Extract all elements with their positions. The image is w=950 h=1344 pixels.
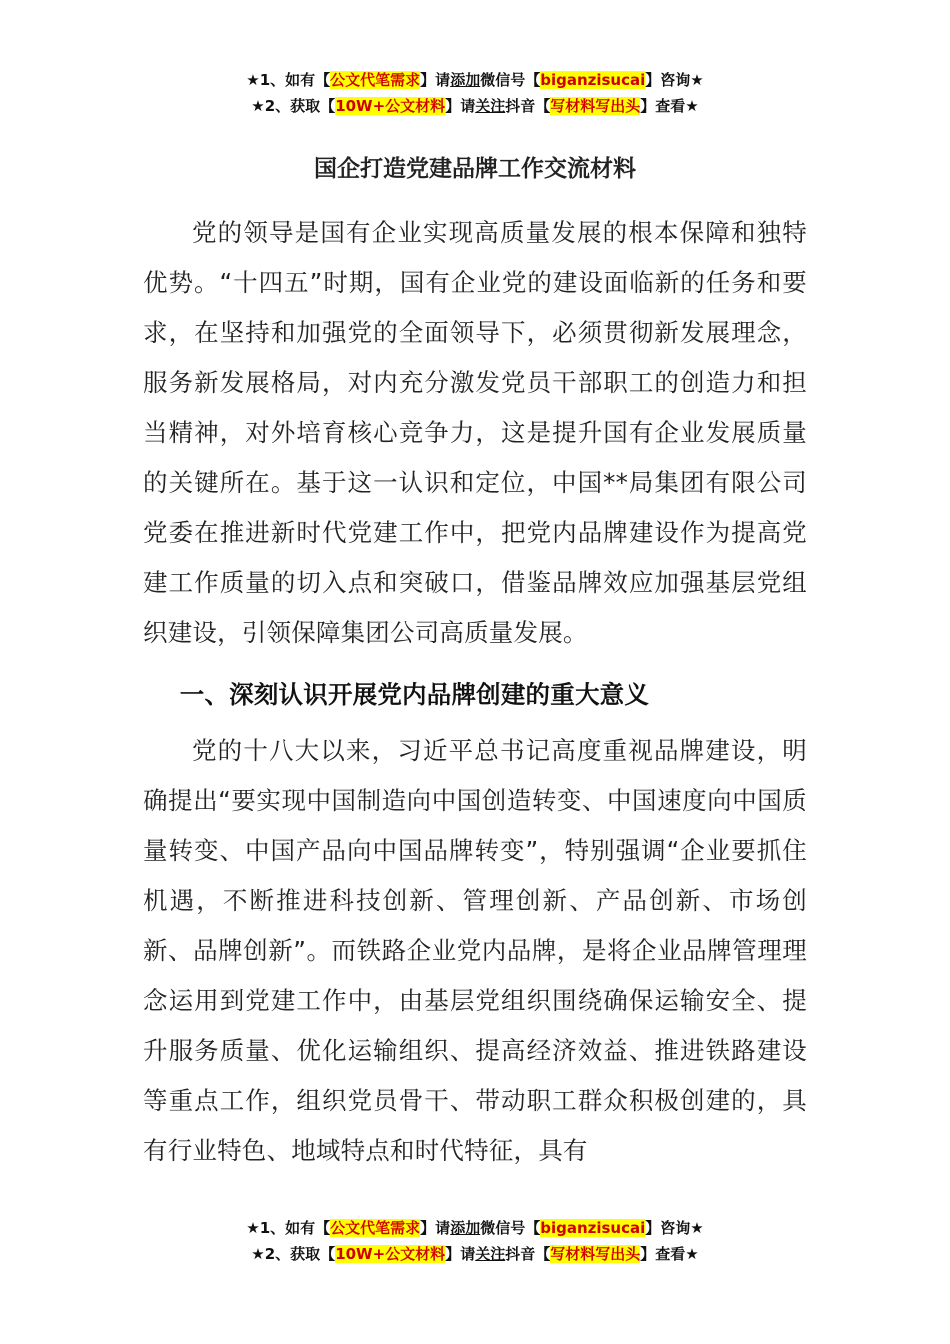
banner-line-2: ★2、获取【10W+公文材料】请关注抖音【写材料写出头】查看★	[251, 1245, 699, 1263]
banner-line-1: ★1、如有【公文代笔需求】请添加微信号【biganzisucai】咨询★	[246, 1219, 704, 1237]
footer-banner	[0, 1215, 950, 1267]
highlight-wechat-id: biganzisucai	[540, 1219, 646, 1237]
banner-line-1: ★1、如有【公文代笔需求】请添加微信号【biganzisucai】咨询★	[246, 71, 704, 89]
document-body	[143, 208, 807, 1176]
header-banner	[0, 67, 950, 119]
highlight-service: 公文代笔需求	[330, 71, 421, 89]
paragraph-section-1: 党的十八大以来，习近平总书记高度重视品牌建设，明确提出“要实现中国制造向中国创造转变、中国速度向中国质量转变、中国产品向中国品牌转变”，特别强调“企业要抓住机遇，不断推进科技创新、管理创新、产品创新、市场创新、品牌创新”。而铁路企业党内品牌，是将企业品牌管理理念运用到党建工作中，由基层党组织围绕确保运输安全、提升服务质量、优化运输组织、提高经济效益、推进铁路建设等重点工作，组织党员骨干、带动职工群众积极创建的，具有行业特色、地域特点和时代特征，具有	[143, 736, 807, 1165]
highlight-materials: 10W+公文材料	[335, 1245, 446, 1263]
highlight-service: 公文代笔需求	[330, 1219, 421, 1237]
highlight-douyin-id: 写材料写出头	[550, 1245, 641, 1263]
highlight-materials: 10W+公文材料	[335, 97, 446, 115]
highlight-douyin-id: 写材料写出头	[550, 97, 641, 115]
banner-line-2: ★2、获取【10W+公文材料】请关注抖音【写材料写出头】查看★	[251, 97, 699, 115]
highlight-wechat-id: biganzisucai	[540, 71, 646, 89]
section-heading-1: 一、深刻认识开展党内品牌创建的重大意义	[179, 680, 650, 709]
paragraph-intro: 党的领导是国有企业实现高质量发展的根本保障和独特优势。“十四五”时期，国有企业党的建设面临新的任务和要求，在坚持和加强党的全面领导下，必须贯彻新发展理念，服务新发展格局，对内充分激发党员干部职工的创造力和担当精神，对外培育核心竞争力，这是提升国有企业发展质量的关键所在。基于这一认识和定位，中国**局集团有限公司党委在推进新时代党建工作中，把党内品牌建设作为提高党建工作质量的切入点和突破口，借鉴品牌效应加强基层党组织建设，引领保障集团公司高质量发展。	[143, 218, 807, 647]
document-title: 国企打造党建品牌工作交流材料	[314, 156, 636, 182]
